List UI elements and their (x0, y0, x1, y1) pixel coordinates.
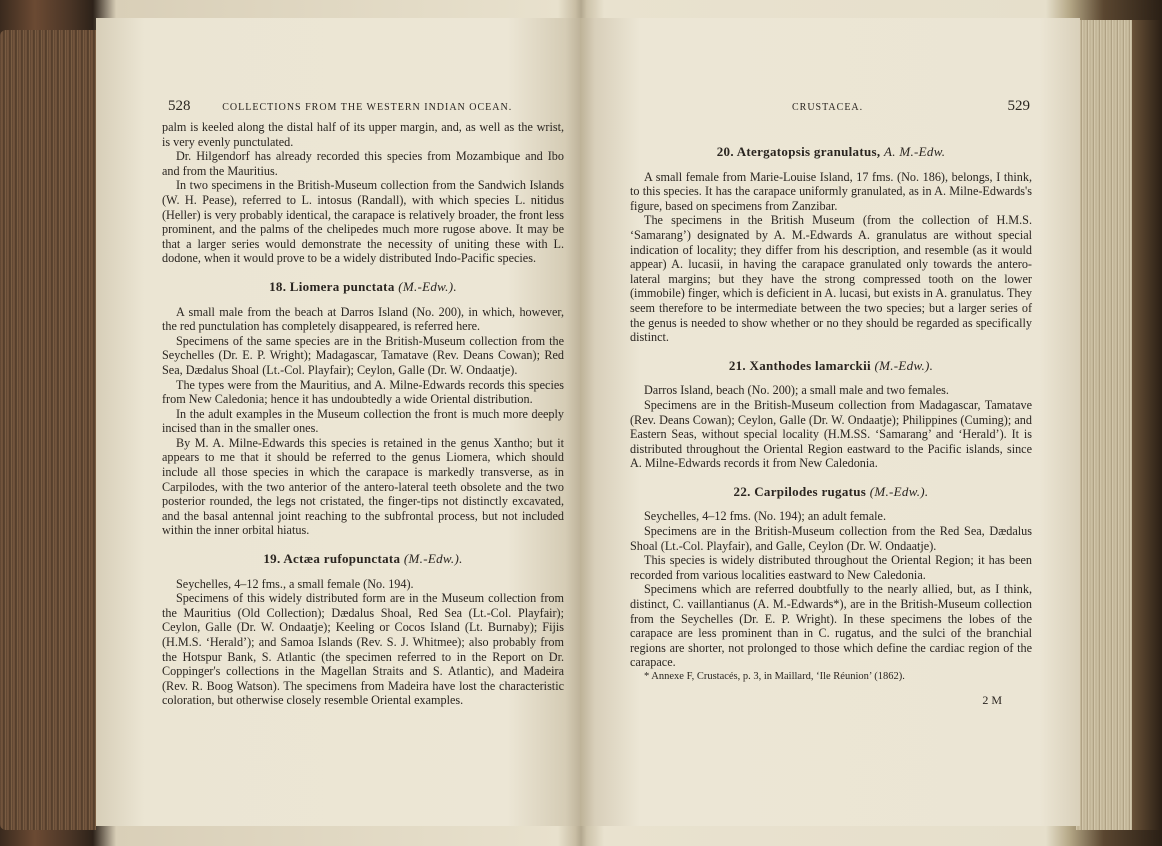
section-heading-19 (162, 552, 564, 567)
right-page-body (630, 145, 1032, 708)
paragraph: Seychelles, 4–12 fms. (No. 194); an adult female. (644, 509, 886, 524)
signature-mark: 2 M (982, 693, 1002, 707)
left-page-stack (0, 30, 96, 830)
paragraph: Specimens of this widely distributed form are in the Museum collection from the Mauritius (Old Collection); Dædalus Shoal, Red Sea (Lt.-Col. Playfair); Ceylon, Galle (Dr. W. Ondaatje); Keeling or Cocos Island (Lt. Burnaby); Fijis (H.M.S. ‘Herald’); and Samoa Islands (Rev. S. J. Whitmee); also probably from the Hotspur Bank, S. Atlantic (the specimen referred to in the Report on Dr. Coppinger's collections in the Magellan Straits and S. Atlantic), and Madeira (Rev. R. Boog Watson). The specimens from Madeira have lost the characteristic coloration, but otherwise closely resemble Oriental examples. (162, 591, 564, 708)
paragraph: The specimens in the British Museum (from the collection of H.M.S. ‘Samarang’) designated by A. M.-Edwards A. granulatus are without special indication of locality; they differ from his description, and resemble (as it would appear) A. lucasii, in having the carapace granulated only towards the antero-lateral margins; but they have the strong compressed tooth on the lower (immobile) finger, which is deficient in A. lucasi, but exists in A. granulatus. They seem therefore to be intermediate between the two species; but a larger series of the genus is needed to show whether or no they should be regarded as specifically distinct. (630, 213, 1032, 345)
paragraph: This species is widely distributed throughout the Oriental Region; it has been recorded from various localities eastward to New Caledonia. (630, 553, 1032, 582)
footnote: * Annexe F, Crustacés, p. 3, in Maillard, ‘Ile Réunion’ (1862). (644, 671, 905, 682)
running-head: CRUSTACEA. (792, 102, 864, 113)
right-page-header (792, 98, 1030, 115)
paragraph: Specimens of the same species are in the British-Museum collection from the Seychelles (Dr. E. P. Wright); Madagascar, Tamatave (Rev. Deans Cowan); Red Sea, Dædalus Shoal (Lt.-Col. Playfair); Ceylon, Galle (Dr. W. Ondaatje). (162, 333, 564, 377)
species-authority: (M.-Edw.). (874, 357, 934, 373)
left-page-header (168, 98, 564, 115)
left-page (96, 18, 580, 826)
paragraph: A small male from the beach at Darros Island (No. 200), in which, however, the red punctulation has completely disappeared, is referred here. (162, 304, 564, 334)
page-number: 528 (168, 98, 191, 114)
section-heading-22 (630, 485, 1032, 500)
section-heading-18 (162, 280, 564, 295)
paragraph: Specimens which are referred doubtfully to the nearly allied, but, as I think, distinct, C. vaillantianus (A. M.-Edwards*), are in the British-Museum collection from the Seychelles (Dr. E. P. Wright). In these specimens the lobes of the carapace are less prominent than in C. rugatus, and the sulci of the branchial regions are shorter, not prolonged to those which define the cardiac region of the carapace. (630, 582, 1032, 670)
paragraph: Dr. Hilgendorf has already recorded this species from Mozambique and Ibo and from the Mauritius. (162, 149, 564, 178)
right-page (580, 18, 1080, 826)
paragraph: In two specimens in the British-Museum collection from the Sandwich Islands (W. H. Pease), referred to L. intosus (Randall), with which species L. nitidus (Heller) is very probably identical, the carapace is relatively broader, the front less prominent, and the palms of the chelipedes much more rugose above. It may be that a larger series would demonstrate the necessity of uniting these with L. dodone, when it would prove to be a widely distributed Indo-Pacific species. (162, 178, 564, 266)
page-number: 529 (1007, 98, 1030, 114)
paragraph: Darros Island, beach (No. 200); a small male and two females. (644, 383, 949, 398)
paragraph: Specimens are in the British-Museum collection from the Red Sea, Dædalus Shoal (Lt.-Col. Playfair), and Galle, Ceylon (Dr. W. Ondaatje). (630, 524, 1032, 553)
species-name: 20. Atergatopsis granulatus, (716, 144, 881, 159)
species-name: 18. Liomera punctata (269, 278, 395, 294)
left-page-body (162, 120, 564, 708)
paragraph: In the adult examples in the Museum collection the front is much more deeply incised than in the smaller ones. (162, 406, 564, 436)
paragraph: The types were from the Mauritius, and A. Milne-Edwards records this species from New Caledonia; hence it has undoubtedly a wide Oriental distribution. (162, 377, 564, 407)
species-name: 22. Carpilodes rugatus (733, 483, 867, 499)
right-page-stack (1076, 20, 1162, 830)
paragraph: Seychelles, 4–12 fms., a small female (No. 194). (176, 576, 414, 591)
species-authority: (M.-Edw.). (403, 551, 463, 567)
section-heading-20 (630, 145, 1032, 160)
species-name: 19. Actæa rufopunctata (263, 551, 401, 567)
species-authority: A. M.-Edw. (884, 144, 946, 159)
paragraph: palm is keeled along the distal half of its upper margin, and, as well as the wrist, is very evenly punctulated. (162, 120, 564, 149)
species-authority: (M.-Edw.). (869, 483, 929, 499)
paragraph: A small female from Marie-Louise Island, 17 fms. (No. 186), belongs, I think, to this species. It has the carapace uniformly granulated, as in A. Milne-Edwards's figure, based on specimens from Zanzibar. (630, 169, 1032, 213)
paragraph: Specimens are in the British-Museum collection from Madagascar, Tamatave (Rev. Deans Cowan); Ceylon, Galle (Dr. W. Ondaatje); Philippines (Cuming); and Eastern Seas, without special locality (H.M.SS. ‘Samarang’ and ‘Herald’). It is distributed throughout the Oriental Region eastward to the Pacific islands, since A. Milne-Edwards records it from New Caledonia. (630, 397, 1032, 471)
species-name: 21. Xanthodes lamarckii (728, 357, 871, 373)
paragraph: By M. A. Milne-Edwards this species is retained in the genus Xantho; but it appears to me that it should be referred to the genus Liomera, which should include all those species in which the carapace is markedly transverse, as in Carpilodes, with the two anterior of the antero-lateral teeth obsolete and the two posterior rounded, the legs not cristated, the finger-tips not distinctly excavated, and the basal antennal joint reaching to the subfrontal process, but not included within the inner orbital hiatus. (162, 435, 564, 538)
section-heading-21 (630, 359, 1032, 374)
species-authority: (M.-Edw.). (398, 278, 457, 294)
running-head: COLLECTIONS FROM THE WESTERN INDIAN OCEAN. (222, 102, 513, 113)
